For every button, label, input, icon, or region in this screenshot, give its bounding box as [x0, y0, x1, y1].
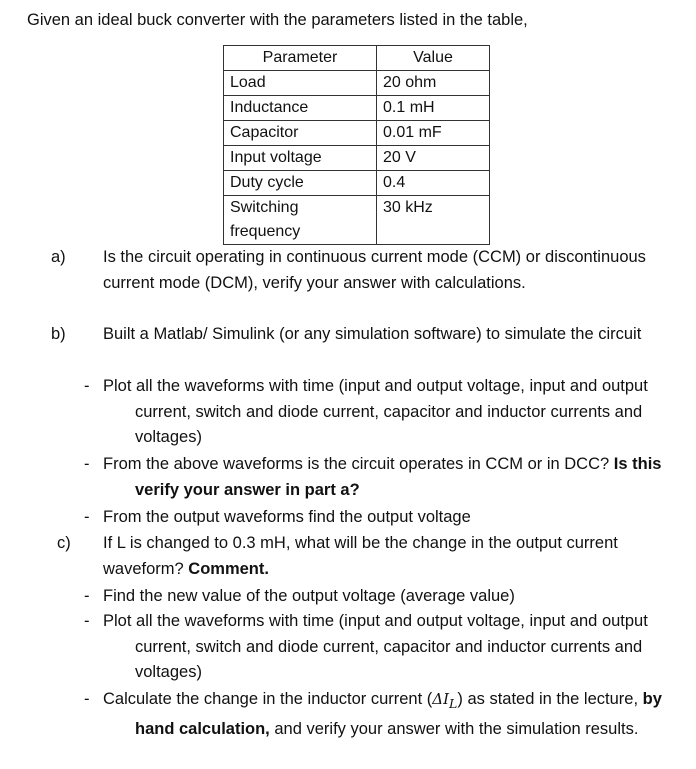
- value-input-voltage: 20 V: [377, 146, 490, 171]
- delta-i-text: ΔI: [432, 690, 450, 708]
- value-switching-frequency: 30 kHz: [377, 196, 490, 245]
- question-b-sub2-plain: From the above waveforms is the circuit operates in CCM or in DCC?: [103, 455, 610, 473]
- param-input-voltage: Input voltage: [224, 146, 377, 171]
- question-b-sub3-text: From the output waveforms find the output voltage: [103, 508, 471, 526]
- table-row: [224, 146, 490, 171]
- value-load: 20 ohm: [377, 71, 490, 96]
- question-c-plain: If L is changed to 0.3 mH, what will be the change in the output current waveform?: [103, 534, 618, 578]
- value-inductance: 0.1 mH: [377, 96, 490, 121]
- question-c-bold: Comment.: [188, 559, 269, 578]
- question-b-sub2-text: [103, 452, 678, 503]
- question-b-sub1-text: Plot all the waveforms with time (input and output voltage, input and output current, switch and diode current, capacitor and inductor currents and voltages): [103, 377, 648, 446]
- question-c-text: [103, 531, 678, 582]
- table-row: [224, 171, 490, 196]
- question-c-sub3-part2: ) as stated in the lecture,: [457, 690, 639, 708]
- question-c-sub3-part3: and verify your answer with the simulation results.: [274, 719, 639, 738]
- bullet-dash: -: [84, 377, 90, 395]
- parameter-table: [223, 45, 490, 245]
- question-c-sub3-bold: by hand calculation,: [135, 690, 662, 738]
- table-header-row: [224, 46, 490, 71]
- question-c-sub3-text: [103, 687, 678, 742]
- question-b-marker: b): [51, 325, 66, 343]
- question-b-text: Built a Matlab/ Simulink (or any simulation software) to simulate the circuit: [103, 325, 642, 343]
- table-row: [224, 121, 490, 146]
- question-c-marker: c): [57, 534, 71, 552]
- intro-text: Given an ideal buck converter with the parameters listed in the table,: [27, 11, 528, 29]
- value-duty-cycle: 0.4: [377, 171, 490, 196]
- delta-il-symbol: [432, 690, 458, 711]
- question-a-marker: a): [51, 248, 66, 266]
- bullet-dash: -: [84, 508, 90, 526]
- param-capacitor: Capacitor: [224, 121, 377, 146]
- question-c-sub2-text: Plot all the waveforms with time (input and output voltage, input and output current, switch and diode current, capacitor and inductor currents and voltages): [103, 612, 648, 681]
- bullet-dash: -: [84, 587, 90, 605]
- question-a-text: Is the circuit operating in continuous current mode (CCM) or discontinuous current mode (DCM), verify your answer with calculations.: [103, 248, 646, 292]
- table-row: [224, 96, 490, 121]
- header-value: Value: [377, 46, 490, 71]
- param-load: Load: [224, 71, 377, 96]
- question-b-sub2-bold: Is this verify your answer in part a?: [135, 455, 662, 499]
- bullet-dash: -: [84, 612, 90, 630]
- table-row: [224, 196, 490, 245]
- header-parameter: Parameter: [224, 46, 377, 71]
- bullet-dash: -: [84, 690, 90, 708]
- table-row: [224, 71, 490, 96]
- question-c-sub3-part1: Calculate the change in the inductor current (: [103, 690, 433, 708]
- param-duty-cycle: Duty cycle: [224, 171, 377, 196]
- value-capacitor: 0.01 mF: [377, 121, 490, 146]
- delta-il-subscript: L: [449, 696, 458, 711]
- param-inductance: Inductance: [224, 96, 377, 121]
- question-c-sub1-text: Find the new value of the output voltage (average value): [103, 587, 515, 605]
- param-switching-frequency: Switching frequency: [224, 196, 377, 245]
- bullet-dash: -: [84, 455, 90, 473]
